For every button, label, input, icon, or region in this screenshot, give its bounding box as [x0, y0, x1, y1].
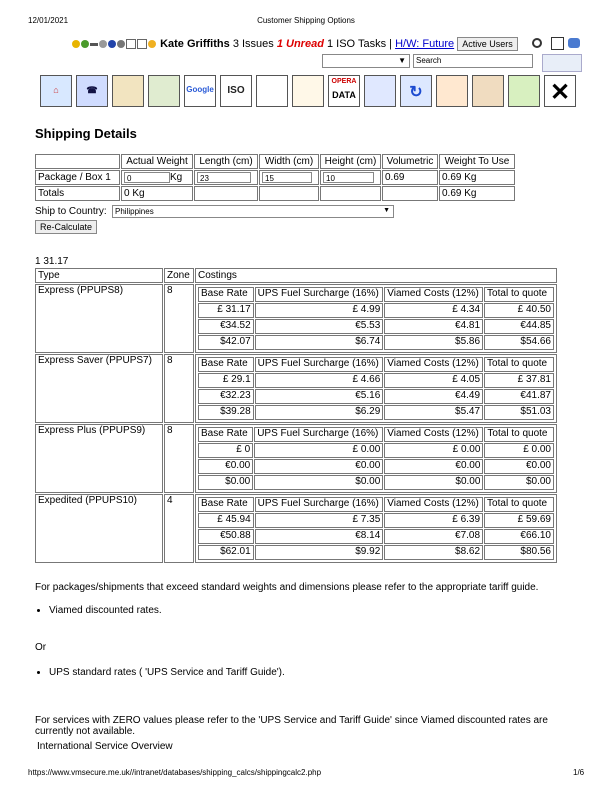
cost-value: £ 4.99: [255, 303, 384, 318]
search-go-button[interactable]: [542, 54, 582, 72]
costings-header: Total to quote: [484, 357, 554, 372]
book-icon[interactable]: [508, 75, 540, 107]
cost-value: €34.52: [198, 319, 254, 334]
col-header: Volumetric: [382, 154, 438, 169]
service-row: [35, 494, 557, 563]
cost-value: $6.74: [255, 335, 384, 350]
service-type: Express Saver (PPUPS7): [35, 354, 163, 423]
col-header-zone: Zone: [164, 268, 194, 283]
cost-value: £ 6.39: [384, 513, 483, 528]
cost-value: £ 59.69: [484, 513, 554, 528]
chevron-down-icon: ▼: [383, 207, 390, 214]
cost-value: £ 37.81: [484, 373, 554, 388]
volumetric-value: 0.69: [382, 170, 438, 185]
col-header: Actual Weight: [121, 154, 193, 169]
costings-header: Viamed Costs (12%): [384, 427, 483, 442]
cost-value: $0.00: [484, 475, 554, 490]
costings-row: [198, 303, 554, 318]
service-zone: 8: [164, 354, 194, 423]
cost-value: £ 4.66: [255, 373, 384, 388]
print-date: 12/01/2021: [28, 16, 69, 25]
phone-icon[interactable]: ☎: [76, 75, 108, 107]
cost-value: $42.07: [198, 335, 254, 350]
cost-value: $8.62: [384, 545, 483, 560]
back-arrow-icon[interactable]: [568, 38, 580, 48]
globe-icon[interactable]: [81, 40, 89, 48]
iso-icon[interactable]: ISO: [220, 75, 252, 107]
user-name[interactable]: Kate Griffiths: [160, 38, 230, 50]
costings-header: Viamed Costs (12%): [384, 497, 483, 512]
pencil-icon[interactable]: [292, 75, 324, 107]
service-zone: 8: [164, 424, 194, 493]
costings-row: [198, 459, 554, 474]
chart-icon[interactable]: [436, 75, 468, 107]
width-input[interactable]: 15: [262, 172, 312, 183]
costings-table: [197, 286, 555, 351]
cost-value: €0.00: [198, 459, 253, 474]
costings-header: Viamed Costs (12%): [384, 287, 483, 302]
users-icon[interactable]: [148, 75, 180, 107]
search-icon[interactable]: [532, 38, 542, 48]
cost-value: €4.49: [384, 389, 483, 404]
costings-row: [198, 545, 554, 560]
service-costings: [195, 494, 557, 563]
cost-value: $62.01: [198, 545, 254, 560]
cost-value: $0.00: [198, 475, 253, 490]
costings-row: [198, 335, 554, 350]
costings-table: [197, 496, 555, 561]
costings-header: UPS Fuel Surcharge (16%): [254, 427, 383, 442]
weight-to-use-value: 0.69 Kg: [439, 170, 515, 185]
cost-value: $0.00: [384, 475, 483, 490]
cost-value: €50.88: [198, 529, 254, 544]
print-title: Customer Shipping Options: [257, 16, 355, 25]
list-item: • UPS standard rates ( 'UPS Service and Tariff Guide').: [49, 667, 285, 678]
cost-value: €5.53: [255, 319, 384, 334]
recalculate-button[interactable]: Re-Calculate: [35, 220, 97, 234]
international-overview-link[interactable]: International Service Overview: [37, 741, 173, 752]
cost-value: £ 29.1: [198, 373, 254, 388]
hw-future-link[interactable]: H/W: Future: [395, 38, 455, 50]
cost-value: £ 45.94: [198, 513, 254, 528]
or-text: Or: [35, 642, 47, 653]
cost-value: $54.66: [484, 335, 554, 350]
service-costings: [195, 284, 557, 353]
cost-value: €8.14: [255, 529, 384, 544]
totals-label: Totals: [35, 186, 120, 201]
col-header: Width (cm): [259, 154, 319, 169]
costings-header: Total to quote: [484, 287, 554, 302]
refresh-icon[interactable]: ↻: [400, 75, 432, 107]
costings-row: [198, 529, 554, 544]
cost-value: £ 0: [198, 443, 253, 458]
service-costings: [195, 424, 557, 493]
rates-list-2: [31, 667, 285, 678]
cost-value: £ 4.05: [384, 373, 483, 388]
ship-to-label: Ship to Country:: [35, 206, 107, 217]
costings-table: [197, 356, 555, 421]
costings-header: Base Rate: [198, 497, 254, 512]
ship-to-country-value: Philippines: [115, 207, 154, 216]
cost-value: $6.29: [255, 405, 384, 420]
gear-small-icon[interactable]: [117, 40, 125, 48]
magnifier-icon[interactable]: [256, 75, 288, 107]
service-type: Express (PPUPS8): [35, 284, 163, 353]
exceed-note: For packages/shipments that exceed standard weights and dimensions please refer to the appropriate tariff guide.: [35, 582, 539, 593]
costings-row: [198, 405, 554, 420]
height-input[interactable]: 10: [323, 172, 374, 183]
cost-value: £ 0.00: [484, 443, 554, 458]
package-label: Package / Box 1: [35, 170, 120, 185]
cost-value: €0.00: [384, 459, 483, 474]
col-header: [35, 154, 120, 169]
service-zone: 8: [164, 284, 194, 353]
cost-value: €0.00: [484, 459, 554, 474]
cost-value: €41.87: [484, 389, 554, 404]
costs-table: [34, 267, 558, 564]
service-row: [35, 284, 557, 353]
cost-value: £ 4.34: [384, 303, 483, 318]
totals-weight: 0 Kg: [121, 186, 193, 201]
costings-row: [198, 373, 554, 388]
page-icon[interactable]: [137, 39, 147, 49]
chevron-down-icon: ▼: [398, 56, 406, 65]
costings-row: [198, 389, 554, 404]
zero-values-note: For services with ZERO values please refer to the 'UPS Service and Tariff Guide' since Viamed discounted rates are currently not available.: [35, 715, 548, 737]
cost-value: $0.00: [254, 475, 383, 490]
costings-header: Base Rate: [198, 287, 254, 302]
costings-row: [198, 475, 554, 490]
print-url: https://www.vmsecure.me.uk//intranet/databases/shipping_calcs/shippingcalc2.php: [28, 768, 322, 777]
costings-row: [198, 319, 554, 334]
issues-count[interactable]: 3 Issues: [232, 38, 274, 50]
active-users-button[interactable]: Active Users: [457, 37, 518, 51]
opera-data-icon[interactable]: OPERA DATA: [328, 75, 360, 107]
service-type: Express Plus (PPUPS9): [35, 424, 163, 493]
close-icon[interactable]: ✕: [544, 75, 576, 107]
iso-tasks[interactable]: 1 ISO Tasks |: [326, 38, 392, 50]
costings-header: UPS Fuel Surcharge (16%): [255, 357, 384, 372]
star-icon[interactable]: [72, 40, 80, 48]
cost-value: £ 31.17: [198, 303, 254, 318]
cost-value: €7.08: [384, 529, 483, 544]
rate-line: 1 31.17: [35, 256, 69, 267]
google-icon[interactable]: Google: [184, 75, 216, 107]
world-icon[interactable]: [108, 40, 116, 48]
cost-value: €0.00: [254, 459, 383, 474]
cost-value: £ 0.00: [384, 443, 483, 458]
details-table: [34, 153, 516, 202]
service-zone: 4: [164, 494, 194, 563]
actual-weight-input[interactable]: 0: [124, 172, 170, 183]
cash-register-icon[interactable]: [112, 75, 144, 107]
external-link-icon[interactable]: [551, 37, 564, 50]
cost-value: $5.86: [384, 335, 483, 350]
list-item: • Viamed discounted rates.: [49, 605, 162, 616]
cost-value: £ 40.50: [484, 303, 554, 318]
page-title: Shipping Details: [35, 126, 137, 141]
costings-header: UPS Fuel Surcharge (16%): [255, 287, 384, 302]
service-row: [35, 424, 557, 493]
cost-value: €4.81: [384, 319, 483, 334]
cost-value: €66.10: [484, 529, 554, 544]
totals-weight-to-use: 0.69 Kg: [439, 186, 515, 201]
plane-icon[interactable]: [90, 43, 98, 46]
cost-value: $39.28: [198, 405, 254, 420]
cost-value: $80.56: [484, 545, 554, 560]
costings-header: Total to quote: [484, 427, 554, 442]
user-bar: [72, 37, 518, 51]
key-icon[interactable]: [99, 40, 107, 48]
rates-list-1: [31, 605, 162, 616]
cost-value: $9.92: [255, 545, 384, 560]
costings-header: Base Rate: [198, 427, 253, 442]
cost-value: €32.23: [198, 389, 254, 404]
cost-value: £ 0.00: [254, 443, 383, 458]
costings-header: Base Rate: [198, 357, 254, 372]
col-header-costings: Costings: [195, 268, 557, 283]
home-icon[interactable]: ⌂: [40, 75, 72, 107]
costings-header: Total to quote: [484, 497, 554, 512]
service-row: [35, 354, 557, 423]
weight-unit: Kg: [170, 172, 183, 184]
smiley-icon[interactable]: [148, 40, 156, 48]
quick-select[interactable]: [322, 54, 410, 68]
col-header-type: Type: [35, 268, 163, 283]
cost-value: €5.16: [255, 389, 384, 404]
ship-to-country-select[interactable]: [112, 205, 394, 218]
cost-value: €44.85: [484, 319, 554, 334]
costings-header: UPS Fuel Surcharge (16%): [255, 497, 384, 512]
service-type: Expedited (PPUPS10): [35, 494, 163, 563]
print-page-number: 1/6: [573, 768, 585, 777]
cost-value: $51.03: [484, 405, 554, 420]
length-input[interactable]: 23: [197, 172, 251, 183]
gears-icon[interactable]: [364, 75, 396, 107]
search-input[interactable]: Search: [413, 54, 533, 68]
costings-row: [198, 513, 554, 528]
costings-row: [198, 443, 554, 458]
service-costings: [195, 354, 557, 423]
cost-value: £ 7.35: [255, 513, 384, 528]
calculator-icon[interactable]: [126, 39, 136, 49]
box-icon[interactable]: [472, 75, 504, 107]
cost-value: $5.47: [384, 405, 483, 420]
unread-count[interactable]: 1 Unread: [276, 38, 324, 50]
col-header: Weight To Use: [439, 154, 515, 169]
costings-header: Viamed Costs (12%): [384, 357, 483, 372]
costings-table: [197, 426, 555, 491]
col-header: Height (cm): [320, 154, 381, 169]
col-header: Length (cm): [194, 154, 258, 169]
